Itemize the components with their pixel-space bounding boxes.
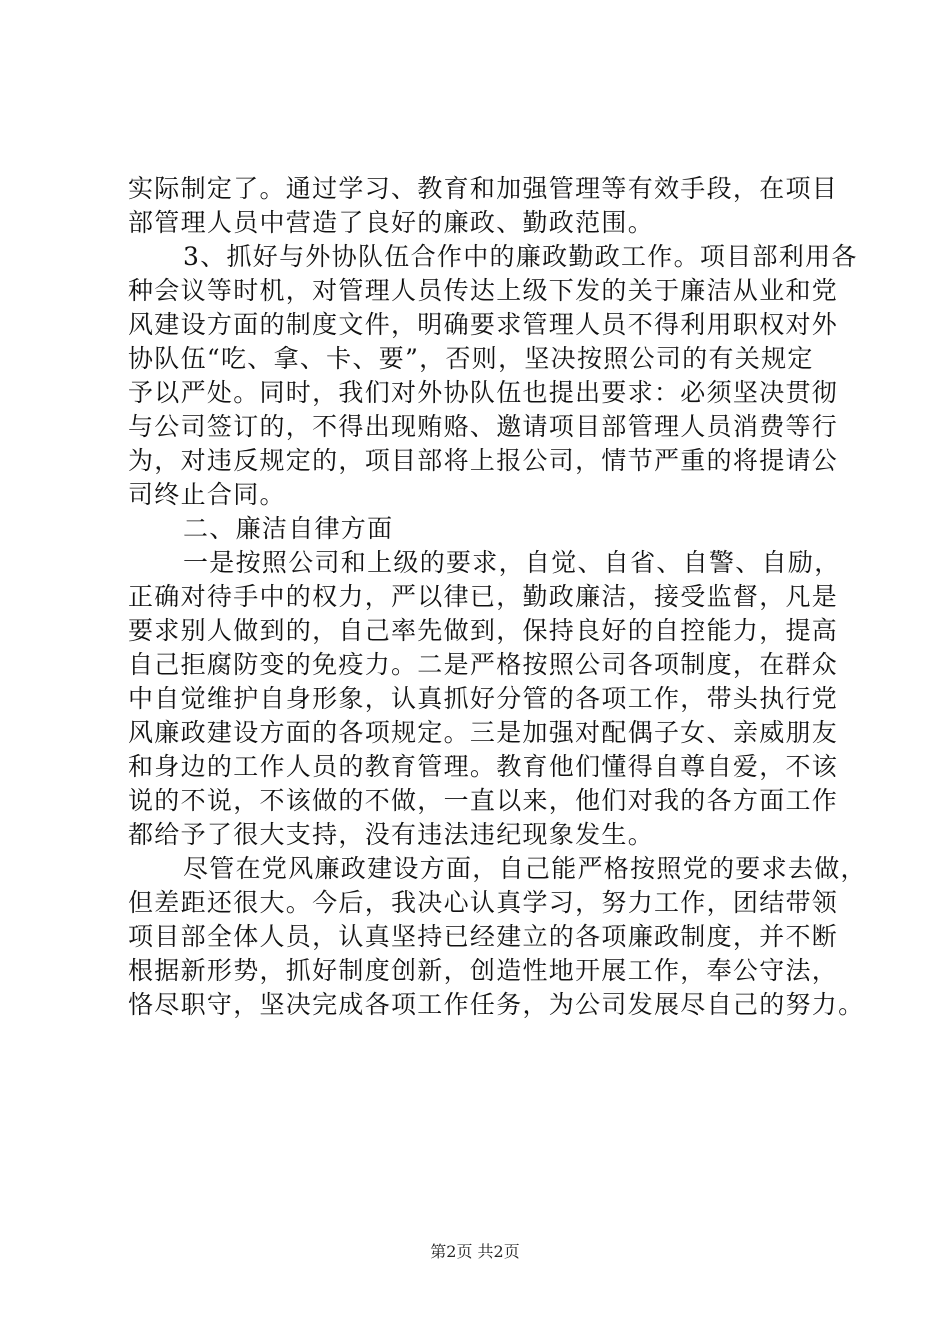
text-line: 予以严处。同时，我们对外协队伍也提出要求：必须坚决贯彻 [128, 378, 839, 407]
text-line: 项目部全体人员，认真坚持已经建立的各项廉政制度，并不断 [128, 922, 839, 951]
text-line: 中自觉维护自身形象，认真抓好分管的各项工作，带头执行党 [128, 684, 839, 713]
text-line: 风廉政建设方面的各项规定。三是加强对配偶子女、亲威朋友 [128, 718, 839, 747]
text-line: 一是按照公司和上级的要求，自觉、自省、自警、自励， [183, 548, 841, 577]
text-line: 实际制定了。通过学习、教育和加强管理等有效手段，在项目 [128, 174, 839, 203]
text-line: 自己拒腐防变的免疫力。二是严格按照公司各项制度，在群众 [128, 650, 839, 679]
text-line: 都给予了很大支持，没有违法违纪现象发生。 [128, 820, 655, 849]
text-line: 说的不说，不该做的不做，一直以来，他们对我的各方面工作 [128, 786, 839, 815]
text-line: 协队伍“吃、拿、卡、要”，否则，坚决按照公司的有关规定 [128, 344, 814, 373]
text-line: 为，对违反规定的，项目部将上报公司，情节严重的将提请公 [128, 446, 839, 475]
text-line: 根据新形势，抓好制度创新，创造性地开展工作，奉公守法， [128, 956, 839, 985]
section-heading: 二、廉洁自律方面 [183, 514, 394, 543]
text-line: 种会议等时机，对管理人员传达上级下发的关于廉洁从业和党 [128, 276, 839, 305]
text-line: 和身边的工作人员的教育管理。教育他们懂得自尊自爱，不该 [128, 752, 839, 781]
page-footer: 第2页 共2页 [430, 1242, 520, 1261]
text-line: 风建设方面的制度文件，明确要求管理人员不得利用职权对外 [128, 310, 839, 339]
text-line: 要求别人做到的，自己率先做到，保持良好的自控能力，提高 [128, 616, 839, 645]
text-line: 3、抓好与外协队伍合作中的廉政勤政工作。项目部利用各 [183, 242, 858, 271]
text-line: 部管理人员中营造了良好的廉政、勤政范围。 [128, 208, 655, 237]
text-line: 恪尽职守，坚决完成各项工作任务，为公司发展尽自己的努力。 [128, 990, 865, 1019]
document-body [128, 172, 867, 1022]
text-line: 与公司签订的，不得出现贿赂、邀请项目部管理人员消费等行 [128, 412, 839, 441]
text-line: 但差距还很大。今后，我决心认真学习，努力工作，团结带领 [128, 888, 839, 917]
text-line: 正确对待手中的权力，严以律已，勤政廉洁，接受监督，凡是 [128, 582, 839, 611]
text-line: 司终止合同。 [128, 480, 286, 509]
text-line: 尽管在党风廉政建设方面，自己能严格按照党的要求去做， [183, 854, 867, 883]
